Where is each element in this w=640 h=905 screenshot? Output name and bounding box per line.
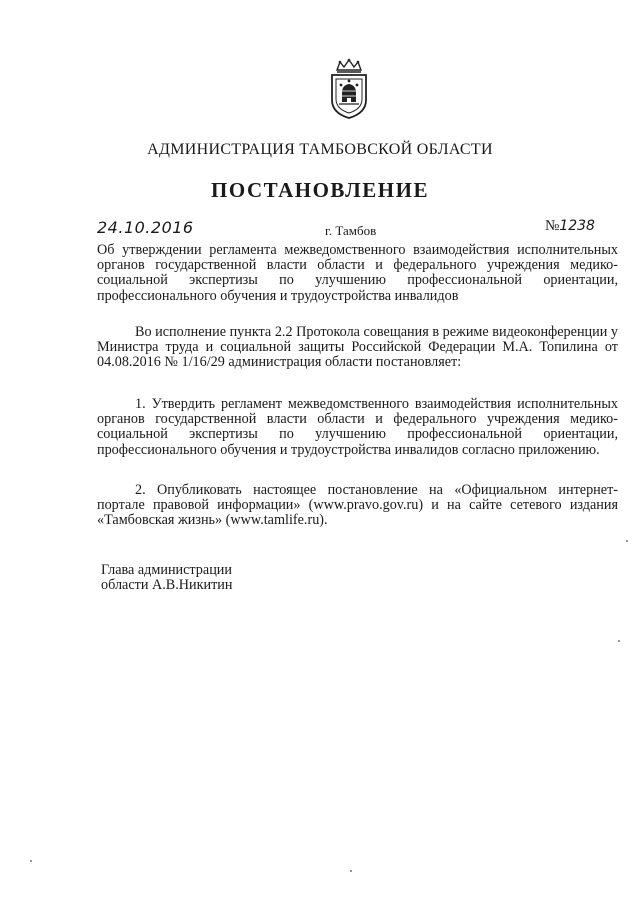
signature-name: области А.В.Никитин: [101, 577, 233, 594]
document-subject: Об утверждении регламента межведомственного взаимодействия исполнительных органов государственной власти области и федерального учреждения медико-социальной экспертизы по улучшению профессиональной ориентации, профессионального обучения и трудоустройства инвалидов: [97, 242, 618, 304]
item-2-paragraph: 2. Опубликовать настоящее постановление на «Официальном интернет-портале правовой информации» (www.pravo.gov.ru) и на сайте сетевого издания «Тамбовская жизнь» (www.tamlife.ru).: [97, 482, 618, 529]
signature-title: Глава администрации: [101, 562, 232, 578]
preamble-paragraph: Во исполнение пункта 2.2 Протокола совещания в режиме видеоконференции у Министра труда и социальной защиты Российской Федерации М.А. Топилина от 04.08.2016 № 1/16/29 администрация области постановляет:: [97, 324, 618, 371]
number-value: 1238: [559, 218, 595, 234]
item-1-paragraph: 1. Утвердить регламент межведомственного взаимодействия исполнительных органов государственной власти области и федерального учреждения медико-социальной экспертизы по улучшению профессиональной ориентации, профессионального обучения и трудоустройства инвалидов согласно приложению.: [97, 396, 618, 458]
document-date: 24.10.2016: [97, 218, 194, 237]
signature-block: [101, 563, 232, 594]
scan-speck: [350, 870, 352, 872]
tambov-coat-of-arms-icon: [327, 58, 371, 120]
scan-speck: [626, 540, 628, 542]
organization-name: АДМИНИСТРАЦИЯ ТАМБОВСКОЙ ОБЛАСТИ: [147, 141, 493, 158]
number-prefix: №: [545, 218, 560, 234]
document-number: [545, 218, 595, 235]
scan-speck: [30, 860, 32, 862]
scan-speck: [618, 640, 620, 642]
document-type-title: ПОСТАНОВЛЕНИЕ: [211, 178, 429, 202]
document-city: г. Тамбов: [325, 223, 377, 238]
